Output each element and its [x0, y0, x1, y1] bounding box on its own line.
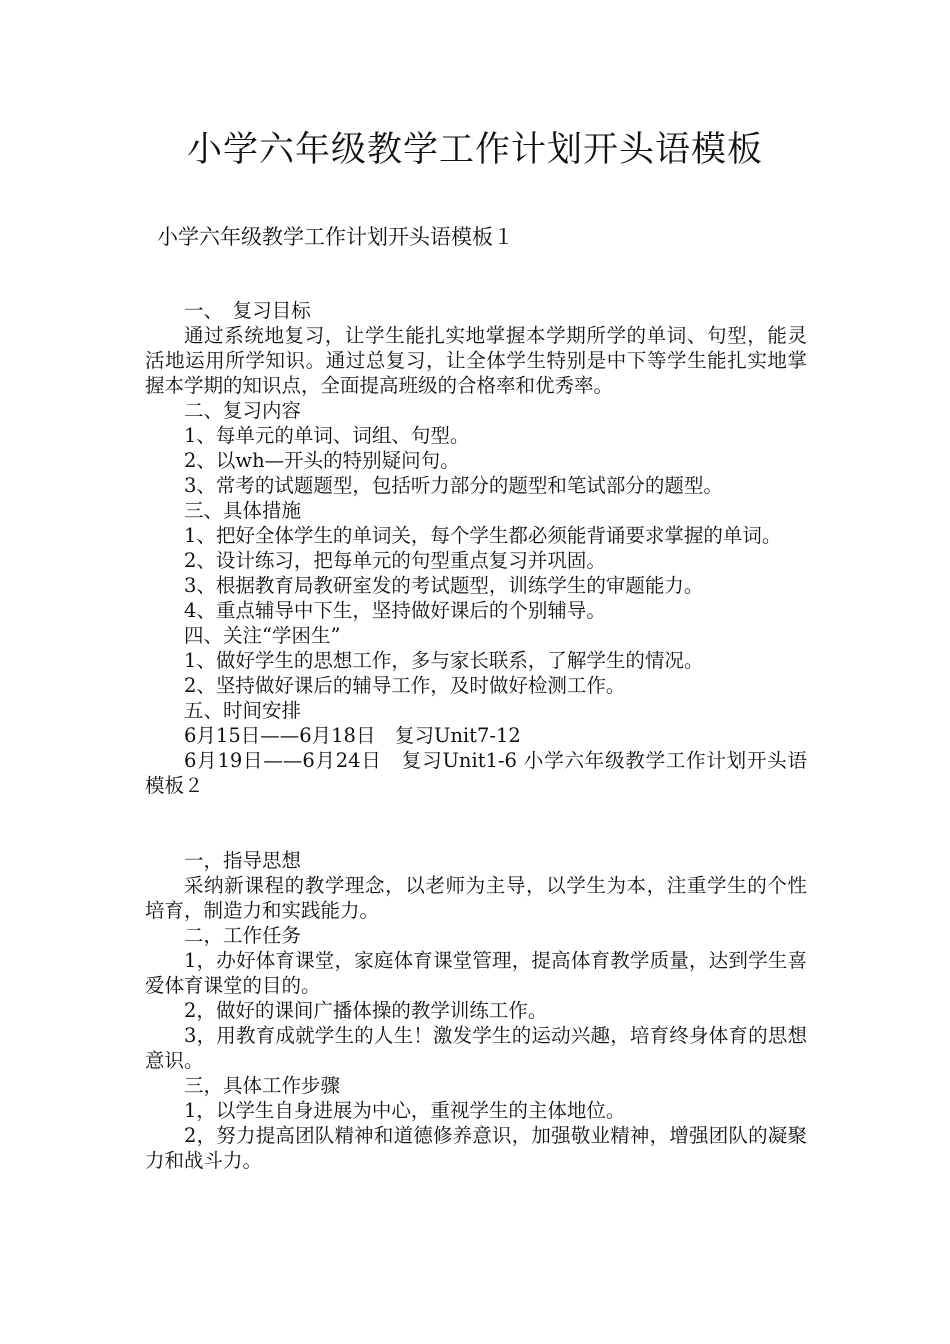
list-item: 1、做好学生的思想工作，多与家长联系，了解学生的情况。 — [184, 649, 704, 672]
list-item: 1，办好体育课堂，家庭体育课堂管理，提高体育教学质量，达到学生喜爱体育课堂的目的。 — [145, 949, 807, 997]
heading-review-goal: 一、 复习目标 — [184, 299, 311, 322]
heading-schedule: 五、时间安排 — [184, 699, 302, 722]
list-item: 3，用教育成就学生的人生！激发学生的运动兴趣，培育终身体育的思想意识。 — [145, 1024, 807, 1072]
page-title: 小学六年级教学工作计划开头语模板 — [186, 130, 763, 170]
list-item: 2，努力提高团队精神和道德修养意识，加强敬业精神，增强团队的凝聚力和战斗力。 — [145, 1124, 807, 1172]
list-item: 6月19日——6月24日 复习Unit1-6 小学六年级教学工作计划开头语模板２ — [145, 749, 807, 797]
list-item: 1、每单元的单词、词组、句型。 — [184, 424, 470, 447]
list-item: 2，做好的课间广播体操的教学训练工作。 — [184, 999, 548, 1022]
list-item: 4、重点辅导中下生，坚持做好课后的个别辅导。 — [184, 599, 606, 622]
list-item: 2、以wh—开头的特别疑问句。 — [184, 449, 460, 472]
heading-measures: 三、具体措施 — [184, 499, 302, 522]
paragraph-review-goal: 通过系统地复习，让学生能扎实地掌握本学期所学的单词、句型，能灵活地运用所学知识。通过总复习，让全体学生特别是中下等学生能扎实地掌握本学期的知识点，全面提高班级的合格率和优秀率。 — [145, 324, 807, 397]
section-title-1: 小学六年级教学工作计划开头语模板１ — [157, 225, 514, 249]
heading-review-content: 二、复习内容 — [184, 399, 302, 422]
heading-struggling-students: 四、关注“学困生” — [184, 624, 341, 647]
paragraph-guiding-idea: 采纳新课程的教学理念，以老师为主导，以学生为本，注重学生的个性培育，制造力和实践能力。 — [145, 874, 807, 922]
list-item: 1、把好全体学生的单词关，每个学生都必须能背诵要求掌握的单词。 — [184, 524, 782, 547]
heading-work-steps: 三，具体工作步骤 — [184, 1074, 341, 1097]
list-item: 2、设计练习，把每单元的句型重点复习并巩固。 — [184, 549, 606, 572]
list-item: 1，以学生自身进展为中心，重视学生的主体地位。 — [184, 1099, 626, 1122]
list-item: 3、根据教育局教研室发的考试题型，训练学生的审题能力。 — [184, 574, 704, 597]
heading-guiding-idea: 一，指导思想 — [184, 849, 302, 872]
list-item: 3、常考的试题题型，包括听力部分的题型和笔试部分的题型。 — [184, 474, 723, 497]
heading-work-tasks: 二，工作任务 — [184, 924, 302, 947]
document-body — [145, 298, 807, 1173]
list-item: 2、坚持做好课后的辅导工作，及时做好检测工作。 — [184, 674, 626, 697]
list-item: 6月15日——6月18日 复习Unit7-12 — [184, 724, 521, 747]
